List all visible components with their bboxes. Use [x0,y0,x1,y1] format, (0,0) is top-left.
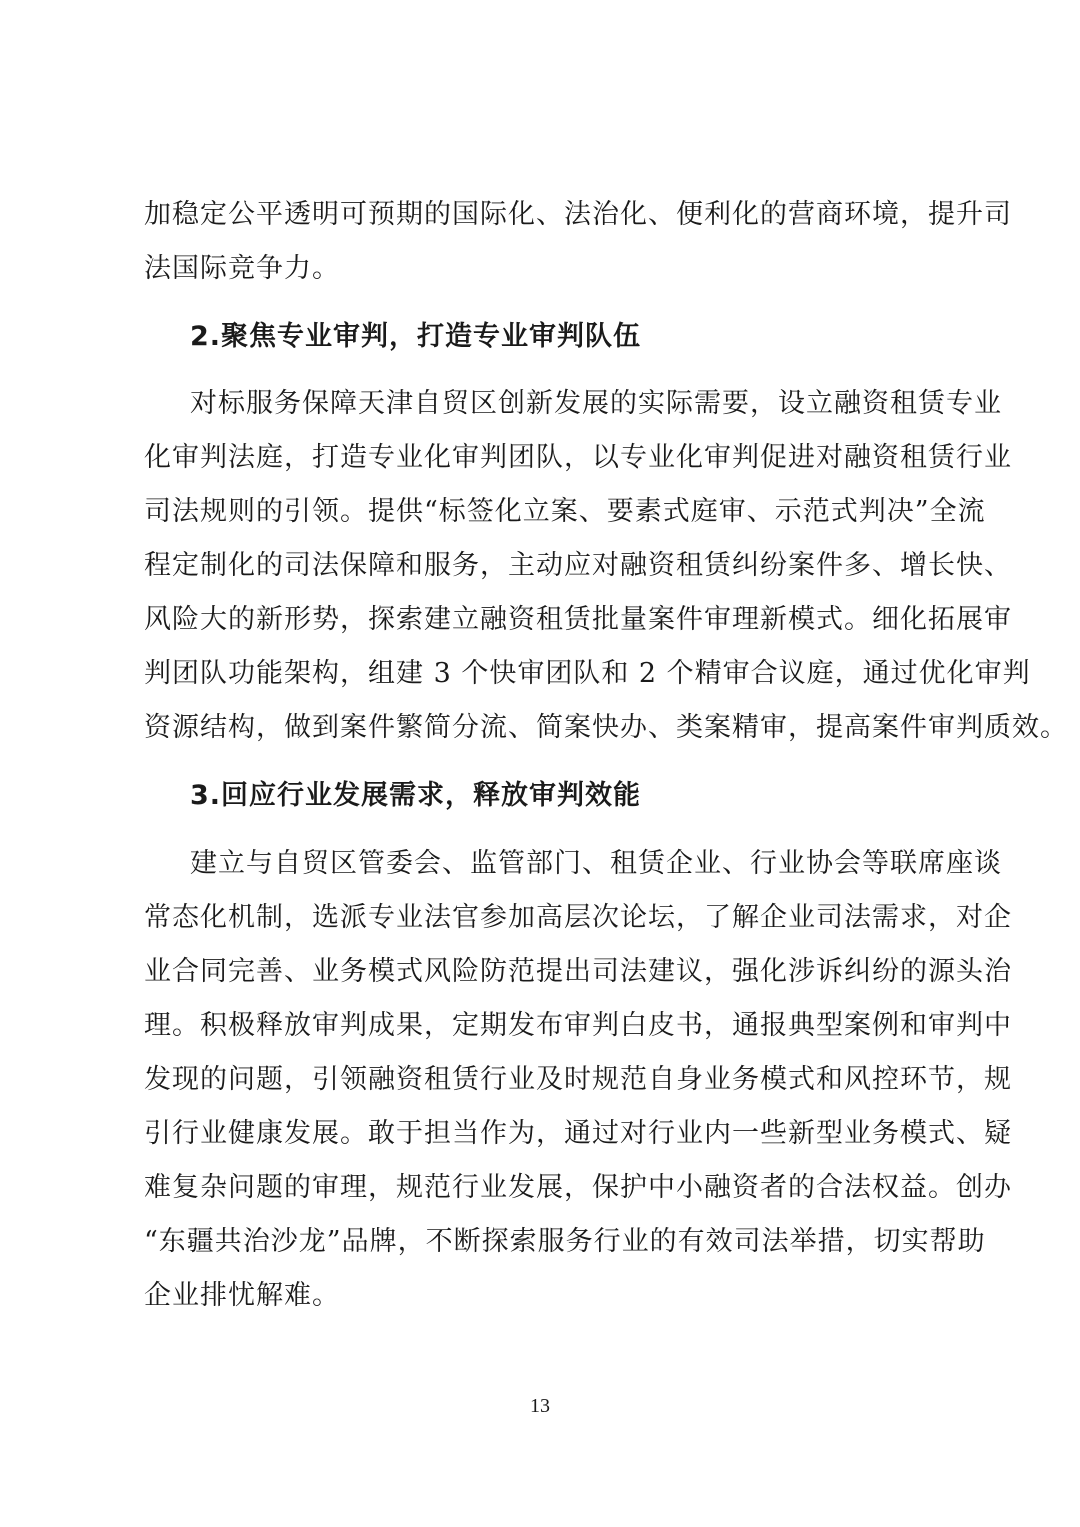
paragraph-line: 常态化机制，选派专业法官参加高层次论坛，了解企业司法需求，对企 [144,902,1012,933]
page-number: 13 [530,1395,550,1417]
paragraph-line: 判团队功能架构，组建 3 个快审团队和 2 个精审合议庭，通过优化审判 [144,658,1031,689]
paragraph-line: “东疆共治沙龙”品牌，不断探索服务行业的有效司法举措，切实帮助 [144,1226,986,1257]
paragraph-line: 法国际竞争力。 [144,253,340,284]
section-heading: 3.回应行业发展需求，释放审判效能 [190,780,642,811]
section-heading: 2.聚焦专业审判，打造专业审判队伍 [190,321,642,352]
paragraph-line: 难复杂问题的审理，规范行业发展，保护中小融资者的合法权益。创办 [144,1172,1012,1203]
paragraph-line: 企业排忧解难。 [144,1280,340,1311]
paragraph-line: 建立与自贸区管委会、监管部门、租赁企业、行业协会等联席座谈 [190,848,1002,879]
paragraph-line: 理。积极释放审判成果，定期发布审判白皮书，通报典型案例和审判中 [144,1010,1012,1041]
paragraph-line: 司法规则的引领。提供“标签化立案、要素式庭审、示范式判决”全流 [144,496,986,527]
paragraph-line: 风险大的新形势，探索建立融资租赁批量案件审理新模式。细化拓展审 [144,604,1012,635]
paragraph-line: 加稳定公平透明可预期的国际化、法治化、便利化的营商环境，提升司 [144,199,1012,230]
paragraph-line: 化审判法庭，打造专业化审判团队，以专业化审判促进对融资租赁行业 [144,442,1012,473]
paragraph-line: 发现的问题，引领融资租赁行业及时规范自身业务模式和风控环节，规 [144,1064,1012,1095]
paragraph-line: 资源结构，做到案件繁简分流、简案快办、类案精审，提高案件审判质效。 [144,712,1068,743]
paragraph-line: 程定制化的司法保障和服务，主动应对融资租赁纠纷案件多、增长快、 [144,550,1012,581]
paragraph-line: 对标服务保障天津自贸区创新发展的实际需要，设立融资租赁专业 [190,388,1002,419]
paragraph-line: 引行业健康发展。敢于担当作为，通过对行业内一些新型业务模式、疑 [144,1118,1012,1149]
paragraph-line: 业合同完善、业务模式风险防范提出司法建议，强化涉诉纠纷的源头治 [144,956,1012,987]
